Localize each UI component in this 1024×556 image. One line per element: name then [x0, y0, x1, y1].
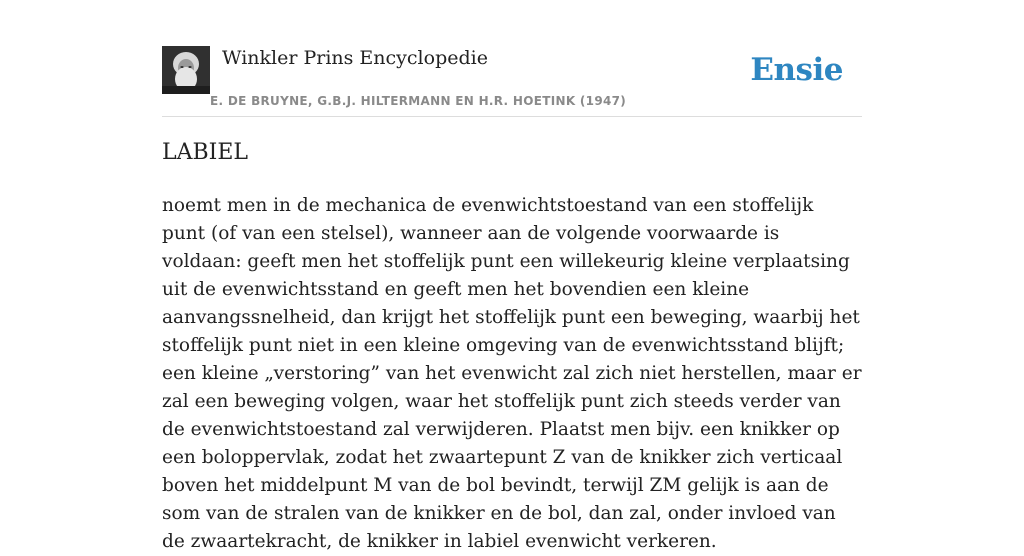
brand-logo-link[interactable]: Ensie [750, 52, 843, 88]
page-header [162, 42, 862, 117]
entry-title: LABIEL [162, 140, 249, 165]
site-title[interactable]: Winkler Prins Encyclopedie [222, 47, 488, 69]
author-portrait-avatar [162, 46, 210, 94]
portrait-icon [162, 46, 210, 94]
authors-line: E. DE BRUYNE, G.B.J. HILTERMANN EN H.R. HOETINK (1947) [210, 94, 627, 108]
entry-body-text: noemt men in de mechanica de evenwichtstoestand van een stoffelijk punt (of van een stelsel), wanneer aan de volgende voorwaarde is voldaan: geeft men het stoffelijk punt een willekeurig kleine verplaatsing uit de evenwichtsstand en geeft men het bovendien een kleine aanvangssnelheid, dan krijgt het stoffelijk punt een beweging, waarbij het stoffelijk punt niet in een kleine omgeving van de evenwichtsstand blijft; een kleine „verstoring” van het evenwicht zal zich niet herstellen, maar er zal een beweging volgen, waar het stoffelijk punt zich steeds verder van de evenwichtstoestand zal verwijderen. Plaatst men bijv. een knikker op een boloppervlak, zodat het zwaartepunt Z van de knikker zich verticaal boven het middelpunt M van de bol bevindt, terwijl ZM gelijk is aan de som van de stralen van de knikker en de bol, dan zal, onder invloed van de zwaartekracht, de knikker in labiel evenwicht verkeren. [162, 195, 862, 552]
